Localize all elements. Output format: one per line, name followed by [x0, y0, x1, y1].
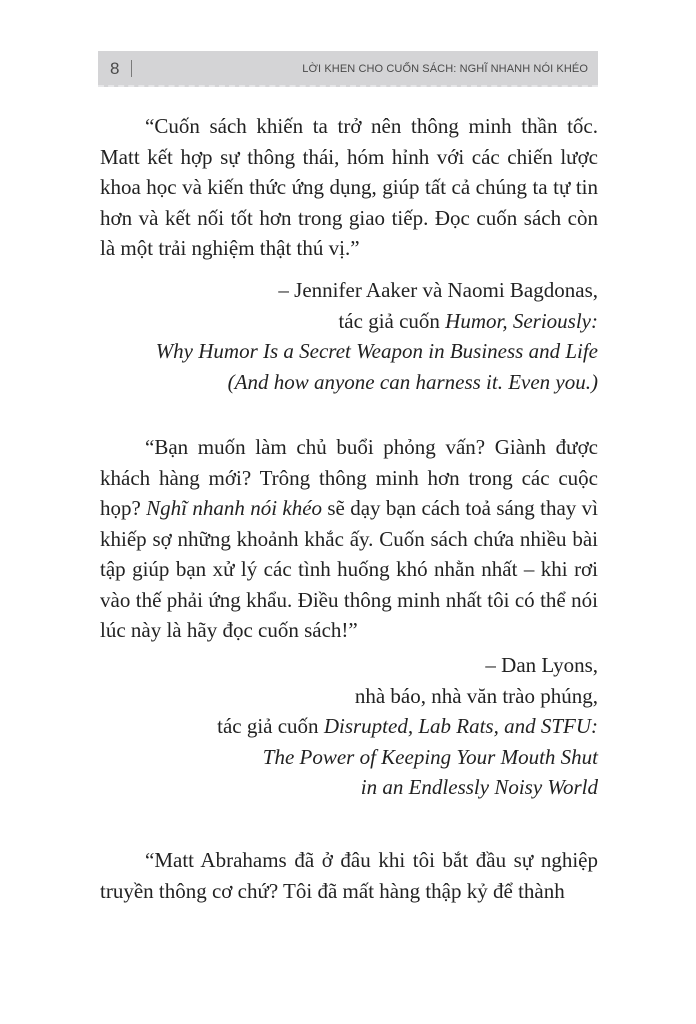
running-title: LỜI KHEN CHO CUỐN SÁCH: NGHĨ NHANH NÓI KHÉO — [302, 63, 588, 75]
quote-text: “Matt Abrahams đã ở đâu khi tôi bắt đầu sự nghiệp truyền thông cơ chứ? Tôi đã mất hàng thập kỷ để thành — [100, 848, 598, 903]
author-name: – Dan Lyons, — [485, 653, 598, 677]
quote-part: sẽ dạy bạn cách toả sáng thay vì khiếp sợ những khoảnh khắc ấy. Cuốn sách chứa nhiều bài tập giúp bạn xử lý các tình huống khó nhằn nhất – khi rơi vào thế phải ứng khẩu. Điều thông minh nhất tôi có thể nói lúc này là hãy đọc cuốn sách!” — [100, 496, 598, 642]
quote-text — [100, 432, 598, 646]
testimonial-quote-2 — [100, 432, 598, 646]
role-prefix: tác giả cuốn — [217, 714, 324, 738]
testimonial-attribution-2 — [100, 650, 598, 803]
quote-text: “Cuốn sách khiến ta trở nên thông minh thần tốc. Matt kết hợp sự thông thái, hóm hỉnh với các chiến lược khoa học và kiến thức ứng dụng, giúp tất cả chúng ta tự tin hơn và kết nối tốt hơn trong giao tiếp. Đọc cuốn sách còn là một trải nghiệm thật thú vị.” — [100, 114, 598, 260]
book-title: Humor, Seriously: — [445, 308, 598, 333]
role-prefix: tác giả cuốn — [338, 308, 446, 333]
book-title-inline: Nghĩ nhanh nói khéo — [146, 496, 323, 520]
testimonial-attribution-1 — [100, 275, 598, 397]
testimonial-quote-1 — [100, 111, 598, 264]
author-occupation: nhà báo, nhà văn trào phúng, — [354, 683, 598, 708]
page-number: 8 — [110, 59, 120, 78]
quote-part: “Bạn muốn làm chủ buổi phỏng vấn? Giành được khách hàng mới? Trông thông minh hơn trong các cuộc họp? — [100, 435, 598, 520]
book-title-continued: The Power of Keeping Your Mouth Shut — [262, 744, 598, 769]
running-header — [98, 51, 598, 87]
author-role — [100, 711, 598, 742]
testimonial-quote-3 — [100, 845, 598, 906]
book-title: Disrupted, Lab Rats, and STFU: — [323, 714, 598, 738]
author-name: – Jennifer Aaker và Naomi Bagdonas, — [278, 278, 598, 302]
header-divider — [131, 60, 132, 77]
author-role — [100, 306, 598, 337]
book-title-continued: (And how anyone can harness it. Even you.) — [227, 369, 598, 394]
book-title-continued: in an Endlessly Noisy World — [360, 775, 598, 799]
book-title-continued: Why Humor Is a Secret Weapon in Business and Life — [155, 339, 598, 363]
